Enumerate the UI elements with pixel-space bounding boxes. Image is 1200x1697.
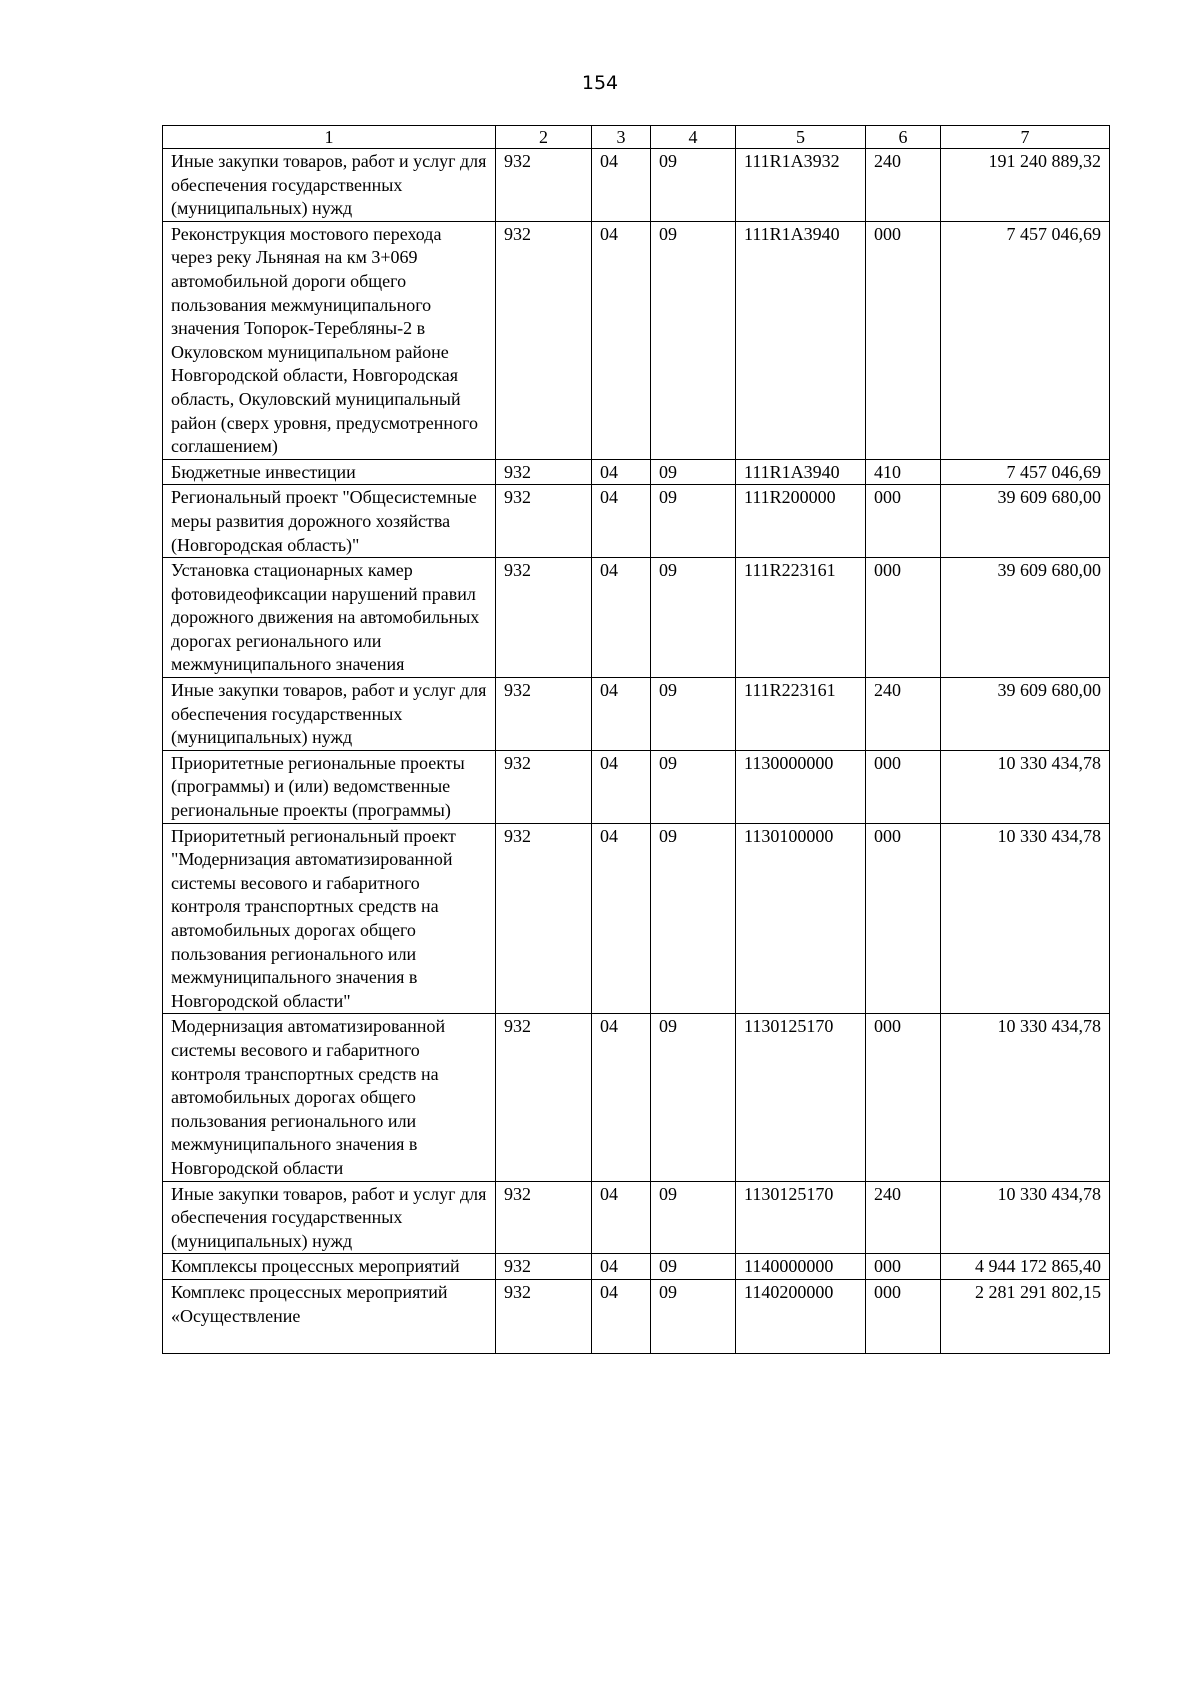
item-name: Иные закупки товаров, работ и услуг для обеспечения государственных (муниципальных) нужд	[163, 678, 496, 751]
ved-code: 932	[496, 1014, 592, 1181]
table-row	[163, 149, 1110, 222]
subsection-code: 09	[651, 221, 736, 459]
amount: 39 609 680,00	[941, 678, 1110, 751]
subsection-code: 09	[651, 1279, 736, 1353]
header-cell: 4	[651, 126, 736, 149]
ved-code: 932	[496, 485, 592, 558]
target-code: 111R1A3940	[736, 221, 866, 459]
expense-type-code: 000	[866, 1254, 941, 1280]
expense-type-code: 410	[866, 459, 941, 485]
expense-type-code: 000	[866, 558, 941, 678]
ved-code: 932	[496, 221, 592, 459]
item-name: Реконструкция мостового перехода через реку Льняная на км 3+069 автомобильной дороги общего пользования межмуниципального значения Топорок-Теребляны-2 в Окуловском муниципальном районе Новгородской области, Новгородская область, Окуловский муниципальный район (сверх уровня, предусмотренного соглашением)	[163, 221, 496, 459]
table-row	[163, 221, 1110, 459]
header-cell: 5	[736, 126, 866, 149]
item-name: Иные закупки товаров, работ и услуг для обеспечения государственных (муниципальных) нужд	[163, 1181, 496, 1254]
item-name: Приоритетный региональный проект "Модернизация автоматизированной системы весового и габаритного контроля транспортных средств на автомобильных дорогах общего пользования регионального или межмуниципального значения в Новгородской области"	[163, 823, 496, 1014]
table-row	[163, 558, 1110, 678]
subsection-code: 09	[651, 149, 736, 222]
amount: 7 457 046,69	[941, 459, 1110, 485]
table-row	[163, 750, 1110, 823]
target-code: 1140200000	[736, 1279, 866, 1353]
subsection-code: 09	[651, 1181, 736, 1254]
target-code: 111R223161	[736, 558, 866, 678]
target-code: 111R1A3940	[736, 459, 866, 485]
target-code: 111R1A3932	[736, 149, 866, 222]
item-name: Бюджетные инвестиции	[163, 459, 496, 485]
ved-code: 932	[496, 1254, 592, 1280]
header-cell: 2	[496, 126, 592, 149]
table-row	[163, 1254, 1110, 1280]
section-code: 04	[592, 1014, 651, 1181]
subsection-code: 09	[651, 1254, 736, 1280]
ved-code: 932	[496, 558, 592, 678]
ved-code: 932	[496, 750, 592, 823]
header-cell: 6	[866, 126, 941, 149]
expense-type-code: 240	[866, 1181, 941, 1254]
section-code: 04	[592, 1181, 651, 1254]
ved-code: 932	[496, 823, 592, 1014]
ved-code: 932	[496, 678, 592, 751]
table-row	[163, 823, 1110, 1014]
header-cell: 1	[163, 126, 496, 149]
ved-code: 932	[496, 149, 592, 222]
subsection-code: 09	[651, 485, 736, 558]
section-code: 04	[592, 750, 651, 823]
section-code: 04	[592, 149, 651, 222]
ved-code: 932	[496, 1181, 592, 1254]
section-code: 04	[592, 485, 651, 558]
expense-type-code: 000	[866, 485, 941, 558]
header-cell: 3	[592, 126, 651, 149]
expense-type-code: 240	[866, 678, 941, 751]
amount: 10 330 434,78	[941, 823, 1110, 1014]
amount: 39 609 680,00	[941, 558, 1110, 678]
expense-type-code: 000	[866, 750, 941, 823]
item-name: Установка стационарных камер фотовидеофиксации нарушений правил дорожного движения на автомобильных дорогах регионального или межмуниципального значения	[163, 558, 496, 678]
table-row	[163, 1279, 1110, 1353]
expense-type-code: 000	[866, 221, 941, 459]
item-name: Иные закупки товаров, работ и услуг для обеспечения государственных (муниципальных) нужд	[163, 149, 496, 222]
section-code: 04	[592, 678, 651, 751]
table-row	[163, 678, 1110, 751]
amount: 2 281 291 802,15	[941, 1279, 1110, 1353]
expense-type-code: 000	[866, 1279, 941, 1353]
expense-type-code: 000	[866, 823, 941, 1014]
amount: 4 944 172 865,40	[941, 1254, 1110, 1280]
target-code: 1130125170	[736, 1181, 866, 1254]
section-code: 04	[592, 558, 651, 678]
section-code: 04	[592, 221, 651, 459]
target-code: 111R200000	[736, 485, 866, 558]
header-cell: 7	[941, 126, 1110, 149]
target-code: 1130100000	[736, 823, 866, 1014]
table-row	[163, 1014, 1110, 1181]
section-code: 04	[592, 459, 651, 485]
target-code: 111R223161	[736, 678, 866, 751]
item-name: Модернизация автоматизированной системы весового и габаритного контроля транспортных средств на автомобильных дорогах общего пользования регионального или межмуниципального значения в Новгородской области	[163, 1014, 496, 1181]
subsection-code: 09	[651, 459, 736, 485]
amount: 10 330 434,78	[941, 1181, 1110, 1254]
amount: 10 330 434,78	[941, 750, 1110, 823]
amount: 7 457 046,69	[941, 221, 1110, 459]
amount: 10 330 434,78	[941, 1014, 1110, 1181]
item-name: Приоритетные региональные проекты (программы) и (или) ведомственные региональные проекты (программы)	[163, 750, 496, 823]
page-number: 154	[581, 72, 619, 94]
section-code: 04	[592, 1279, 651, 1353]
section-code: 04	[592, 823, 651, 1014]
table-row	[163, 1181, 1110, 1254]
subsection-code: 09	[651, 823, 736, 1014]
ved-code: 932	[496, 459, 592, 485]
item-name: Комплекс процессных мероприятий «Осуществление	[163, 1279, 496, 1353]
header-row	[163, 126, 1110, 149]
expense-type-code: 000	[866, 1014, 941, 1181]
target-code: 1140000000	[736, 1254, 866, 1280]
amount: 191 240 889,32	[941, 149, 1110, 222]
budget-table	[162, 125, 1110, 1354]
item-name: Региональный проект "Общесистемные меры развития дорожного хозяйства (Новгородская область)"	[163, 485, 496, 558]
subsection-code: 09	[651, 558, 736, 678]
ved-code: 932	[496, 1279, 592, 1353]
expense-type-code: 240	[866, 149, 941, 222]
table-row	[163, 485, 1110, 558]
table-row	[163, 459, 1110, 485]
subsection-code: 09	[651, 1014, 736, 1181]
target-code: 1130125170	[736, 1014, 866, 1181]
subsection-code: 09	[651, 678, 736, 751]
amount: 39 609 680,00	[941, 485, 1110, 558]
subsection-code: 09	[651, 750, 736, 823]
section-code: 04	[592, 1254, 651, 1280]
target-code: 1130000000	[736, 750, 866, 823]
item-name: Комплексы процессных мероприятий	[163, 1254, 496, 1280]
